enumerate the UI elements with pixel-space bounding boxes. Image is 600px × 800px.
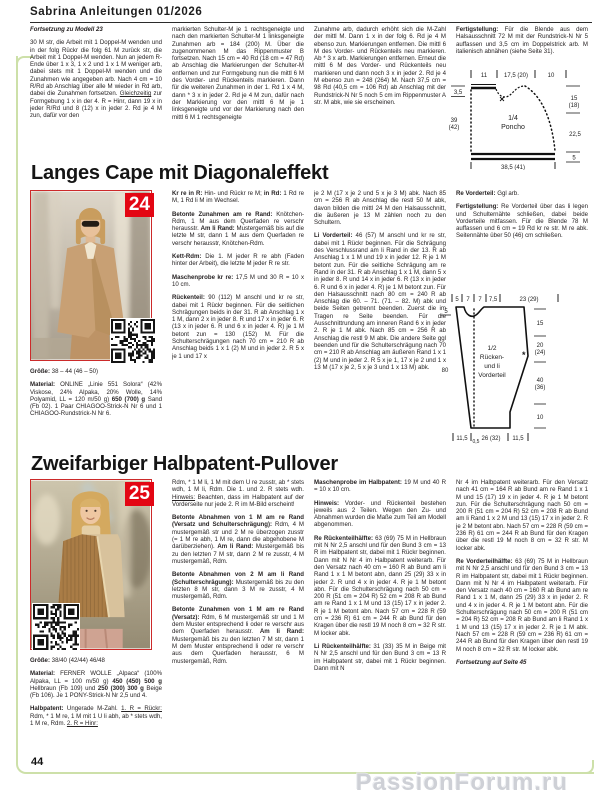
paragraph: Material: FERNER WOLLE „Alpaca“ (100% Alpaka, LL = 100 m/50 g) 450 (450) 500 g Hellbraun (Fb 109) und 250 (300) 300 g Beige (Fb 106). Je 1 PONY-Strick-N Nr 2,5 und 4. [30,670,162,700]
measure-bottom: 38,5 (41) [500,165,526,170]
cape-schematic [438,292,590,446]
cape-label-3: und li [484,363,500,370]
text-column [172,190,304,456]
measure-top-2: 7 [466,297,470,303]
measure-left-small: 5 [444,309,448,315]
measure-right-b: (18) [568,103,580,109]
measure-top-5: 23 (29) [519,297,539,303]
text-column [172,479,304,771]
measure-right-mid: 22,5 [569,132,581,138]
paragraph: Größe: 38/40 (42/44) 46/48 [30,657,105,664]
paragraph: Fortsetzung zu Modell 23 [30,26,103,33]
measure-top-1: 11 [480,73,488,79]
measure-r2b: (24) [534,350,546,356]
paragraph: Li Vorderteil: 46 (57) M anschl und kr re str, dabei mit 1 Rückr beginnen. Für die Schrägung des Verschlussrand am li Rand in der 13. R ab Anschlag 1 x 1 M und 19 x in jeder 12. R je 1 M betont zun. Für die seitliche Schrägung am re Rand in der 31. R ab Anschlag 1 x 1 M, dann 5 x in jeder 8. R und 14 x in jeder 6. R (13 x in jeder 6. R und 6 x in jeder 4. R) je 1 M betont zun. Für den Halsausschnitt nach 80 cm = 240 R ab Anschlag die 60. – 71. (71. – 82. M) abk und beide Seiten getrennt beenden. Zuerst die im Tragen re Seite beenden. Für die Ausschnittrundung am inneren Rand 6 x in jeder 2. R je 1 M abk. Nach 85 cm = 256 R ab Anschlag die restl 9 M abk. Die andere Seite ggl beenden und für die Schulterschrägung nach 70 cm = 210 R ab Anschlag am äußeren Rand 1 x 1 (2) M und in jeder 2. R 5 x je 1, 17 x je 2 und 1 x 13 M (17 x je 2, 5 x je 3 und 1 x 13 M) abk. [314,232,446,371]
text-column [314,479,446,771]
cape-label-4: Vorderteil [478,372,506,379]
measure-top-3: 10 [547,73,555,79]
cape-photo [30,190,152,361]
pullover-left-column [30,479,162,771]
paragraph: Rückenteil: 90 (112) M anschl und kr re str, dabei mit 1 Rückr beginnen. Für die seitlichen Schrägungen beids in der 31. R ab Anschlag 1 x 1 M, dann 2 x in jeder 8. R und 17 x in jeder 6. R (13 x in jeder 6. R und 6 x in jeder 4. R) je 1 M betont zun = 130 (152) M. Für die Schulterschrägungen nach 70 cm = 210 R ab Anschlag beids 1 x 1 (2) M und in jeder 2. R 5 x je 1 und 17 x [172,294,304,360]
paragraph: Zunahme arb, dadurch erhöht sich die M-Zahl der mittl M. Dann 1 x in der folg 6. Rd je 4 M ebenso zun. Markierungen entfernen. Die mittl 6 M des Vorder- und Rückenteils neu markieren. Ab * 3 x arb. Markierungen entfernen. Erneut die mittl 6 M des Vorder- und Rückenteils neu markieren und dann noch 3 x in jeder 2. Rd je 4 M ebenso zun = 248 (264) M. Nach 37,5 cm = 98 Rd (40,5 cm = 106 Rd) ab Anschlag mit der Rundstrick-N Nr 5 noch 5 cm im Rippenmuster A str. M abk, wie sie erscheinen. [314,26,446,106]
paragraph: je 2 M (17 x je 2 und 5 x je 3 M) abk. Nach 85 cm = 256 R ab Anschlag die restl 50 M abk, davon bilden die mittl 24 M den Halsausschnitt, die äußeren je 13 M zählen noch zu den Schultern. [314,190,446,227]
measure-r3b: (36) [534,385,546,391]
paragraph: Maschenprobe kr re: 17,5 M und 30 R = 10 x 10 cm. [172,273,304,288]
paragraph: Kr re in R: Hin- und Rückr re M; in Rd: 1 Rd re M, 1 Rd li M im Wechsel. [172,190,304,205]
measure-left: 80 [441,368,449,374]
paragraph: Rdm, * 1 M li, 1 M mit dem U re zusstr, ab * stets wdh, 1 M li, Rdm. Die 1. und 2. R stets wdh. Hinweis: Beachten, dass im Halbpatent auf der Vorderseite nur jede 2. R im M-Bild erscheint! [172,479,304,508]
paragraph: Re Vorderteil: Ggl arb. [456,190,519,197]
paragraph: Größe: 38 – 44 (46 – 50) [30,368,99,375]
paragraph: 30 M str, die Arbeit mit 1 Doppel-M wenden und in der folg Rückr die folg 61 M zurück str, die Arbeit mit 1 Doppel-M wenden. Nun an jedem R-Ende über 1 x 3, 1 x 2 und 1 x 1 M weniger arb, dabei stets mit 1 Doppel-M wenden und die Zunahmen wie angegeben arb. Nach 4 cm = 10 R/Rd ab Anschlag über alle M wieder in Rd arb, dabei die Zunahmen fortsetzen. Gleichzeitig zur Formgebung 1 x in der 4. R = Hinr, dann 19 x in jeder R/Rd und 8 (12) x in jeder 2. Rd je 4 M zun, dafür vor den [30,39,162,120]
pullover-info [30,657,162,727]
paragraph: Re Rückenteilhälfte: 63 (69) 75 M in Hellbraun mit N Nr 2,5 anschl und für den Bund 3 cm = 13 R im Halbpatent str, dabei mit 1 Rückr beginnen. Dann mit N Nr 4 im Halbpatent weiterarb. Für den Versatz nach 40 cm = 160 R ab Bund am li Rand 1 x 1 M betont abn, dann 25 (29) 33 x in jeder 2. R und 4 x in jeder 4. R je 1 M betont abn. Für die Schulterschrägung nach 50 cm = 200 R (51 cm = 204 R) 52 cm = 208 R ab Bund am re Rand 1 x 1 M und 13 (15) 17 x in jeder 2. R je 1 M betont abn. Nach 57 cm = 228 R (59 cm = 236 R) 61 cm = 244 R ab Bund für den Kragen über die restl 19 M noch 8 cm = 32 R str. M locker abk. [314,534,446,637]
paragraph: Material: ONLINE „Linie 551 Solora“ (42% Viskose, 24% Alpaka, 20% Wolle, 14% Polyamid, LL = 120 m/50 g) 650 (700) g Sand (Fb 02). 1 Paar CHIAGOO-Strick-N Nr 6 und 1 CHIAGOO-Rundstrick-N Nr 6. [30,381,162,418]
measure-top-1: 5 [455,297,459,303]
cape-info [30,368,162,418]
paragraph: Hinweis: Vorder- und Rückenteil bestehen jeweils aus 2 Teilen. Wegen den Zu- und Abnahmen wurden die Maße zum Teil am Modell abgenommen. [314,499,446,529]
cape-label-1: 1/2 [487,345,497,352]
cape-section-title: Langes Cape mit Diagonaleffekt [31,162,329,184]
paragraph: Re Vorderteilhälfte: 63 (69) 75 M in Hellbraun mit N Nr 2,5 anschl und für den Bund 3 cm = 13 R im Halbpatent str, dabei mit 1 Rückr beginnen. Dann mit N Nr 4 im Halbpatent weiterarb. Für den Versatz nach 40 cm = 160 R ab Bund am re Rand 1 x 1 M, dann 25 (29) 33 x in jeder 2. R und 4 x in jeder 4. R je 1 M betont abn. Für die Schulterschrägung nach 50 cm = 200 R (51 cm = 204 R) 52 cm = 208 R ab Bund am li Rand 1 x 1 M und 13 (15) 17 x in jeder 2. R je 1 M abk. Nach 57 cm = 228 R (59 cm = 236 R) 61 cm = 244 R ab Bund für den Kragen über den restl 19 M noch 8 cm = 32 R str. M locker abk. [456,557,588,653]
magazine-header [30,6,592,23]
qr-code-pullover [32,603,80,651]
measure-top-4: 7,5 [488,297,498,303]
measure-top-3: 7 [478,297,482,303]
poncho-label-2: Poncho [501,124,525,131]
paragraph: Fortsetzung auf Seite 45 [456,658,527,666]
measure-left-b: (42) [448,125,460,131]
qr-code-cape [110,318,156,364]
magazine-title: Sabrina Anleitungen 01/2026 [30,6,203,18]
measure-right-bottom: 5 [572,155,576,162]
text-column [456,479,588,771]
watermark: PassionForum.ru [355,769,568,796]
measure-right-a: 15 [570,96,578,102]
text-column [314,190,446,456]
pullover-section [30,479,588,771]
measure-b1: 11,5 [456,436,468,442]
pullover-section-title: Zweifarbiger Halbpatent-Pullover [31,453,338,475]
measure-r1: 15 [536,321,544,327]
measure-left-a: 39 [450,118,458,124]
cape-left-column [30,190,162,456]
measure-b3: 26 (32) [481,436,501,442]
paragraph: Betonte Abnahmen von 1 M am re Rand (Versatz und Schulterschrägung): Rdm, 4 M mustergemäß str und 2 M re überzogen zusstr (= 1 M re abh, 1 M re, dann die abgehobene M darüberziehen). Am li Rand: Mustergemäß bis zu den letzten 7 M str, dann 2 M re zusstr, 4 M mustergemäß, Rdm. [172,514,304,565]
cape-label-2: Rücken- [479,354,505,361]
poncho-schematic [438,68,590,170]
measure-left-small: 3,5 [453,90,463,96]
measure-b4: 11,5 [512,436,524,442]
text-column [314,26,446,168]
paragraph: Maschenprobe im Halbpatent: 19 M und 40 R = 10 x 10 cm. [314,479,446,494]
paragraph: Betonte Zunahmen von 1 M am re Rand (Versatz): Rdm, 6 M mustergemäß str und 1 M dem Muster entsprechend li oder re verschr aus dem Querfaden herausstr. Am li Rand: Mustergemäß bis zu den letzten 7 M str, dann 1 M dem Muster entsprechend li oder re verschr aus dem Querfaden herausstr, 6 M mustergemäß, Rdm. [172,606,304,665]
poncho-label-1: 1/4 [508,115,518,122]
measure-r2: 20 [536,343,544,349]
paragraph: Betonte Zunahmen am re Rand: Knötchen-Rdm, 1 M aus dem Querfaden re verschr herausstr. Am li Rand: Mustergemäß bis auf die letzte M str, dann 1 M aus dem Querfaden re verschr herausstr, Knötchen-Rdm. [172,210,304,247]
measure-top-2: 17,5 (20) [503,73,529,79]
paragraph: markierten Schulter-M je 1 rechtsgeneigte und nach den markierten Schulter-M 1 linksgeneigte Zunahmen arb = 184 (200) M. Über die zugenommenen M das Rippenmuster B fortsetzen. Nach 15 cm = 40 Rd (18 cm = 47 Rd) ab Anschlag die Markierungen der Schulter-M entfernen und zur Formgebung nun die mittl 6 M des Vorder- und Rückenteils markieren. Dann für die weiteren Zunahmen in der 1. Rd 1 x 4 M, dann * 3 x in jeder 2. Rd je 4 M zun, dafür nach der Markierung vor den mittl 6 M je 1 linksgeneigte und vor der Markierung nach den mittl 6 M 1 rechtsgeneigte [172,26,304,121]
paragraph: Nr 4 im Halbpatent weiterarb. Für den Versatz nach 41 cm = 164 R ab Bund am re Rand 1 x 1 M und 15 (17) 19 x in jeder 4. R je 1 M betont zun. Für die Schulterschrägung nach 50 cm = 200 R (51 cm = 204 R) 52 cm = 208 R ab Bund am li Rand 1 x 2 M und 13 (15) 17 x in jeder 2. R je 2 M betont abn. Nach 57 cm = 228 R (59 cm = 236 R) 61 cm = 244 R ab Bund für den Kragen über die restl 19 M noch 8 cm = 32 R str. M locker abk. [456,479,588,552]
measure-b2: 0,5 [472,439,480,445]
paragraph: Li Rückenteilhälfte: 31 (33) 35 M in Beige mit N Nr 2,5 anschl und für den Bund 3 cm = 13 R im Halbpatent str, dabei mit 1 Rückr beginnen. Dann mit N [314,642,446,672]
paragraph: Kett-Rdm: Die 1. M jeder R re abh (Faden hinter der Arbeit), die letzte M jeder R re str. [172,253,304,268]
paragraph: Fertigstellung: Re Vorderteil über das li legen und Schulternähte schließen, dabei beide Vorderteile mitfassen. Für die Blende 78 M auffassen und 6 cm = 19 Rd kr re str. M re abk. Seitennähte über 50 (46) cm schließen. [456,203,588,240]
paragraph: Betonte Abnahmen von 2 M am li Rand (Schulterschrägung): Mustergemäß bis zu den letzten 8 M str, dann 3 M re zusstr, 4 M mustergemäß, Rdm. [172,571,304,601]
text-column [172,26,304,168]
pullover-photo [30,479,152,650]
star-marker: * [522,350,526,360]
model-badge-24: 24 [125,193,154,217]
paragraph: Halbpatent: Ungerade M-Zahl. 1. R = Rückr: Rdm, * 1 M re, 1 M mit 1 U li abh, ab * stets wdh, 1 M re, Rdm. 2. R = Hinr: [30,705,162,728]
page-number: 44 [31,756,44,768]
measure-r4: 10 [536,415,544,421]
text-column [30,26,162,168]
model-badge-25: 25 [125,482,154,506]
measure-r3: 40 [536,378,544,384]
paragraph: Fertigstellung: Für die Blende aus dem Halsausschnitt 72 M mit der Rundstrick-N Nr 5 auffassen und 3,5 cm im Doppelstrick arb. M italienisch abnähen (siehe Seite 31). [456,26,588,55]
